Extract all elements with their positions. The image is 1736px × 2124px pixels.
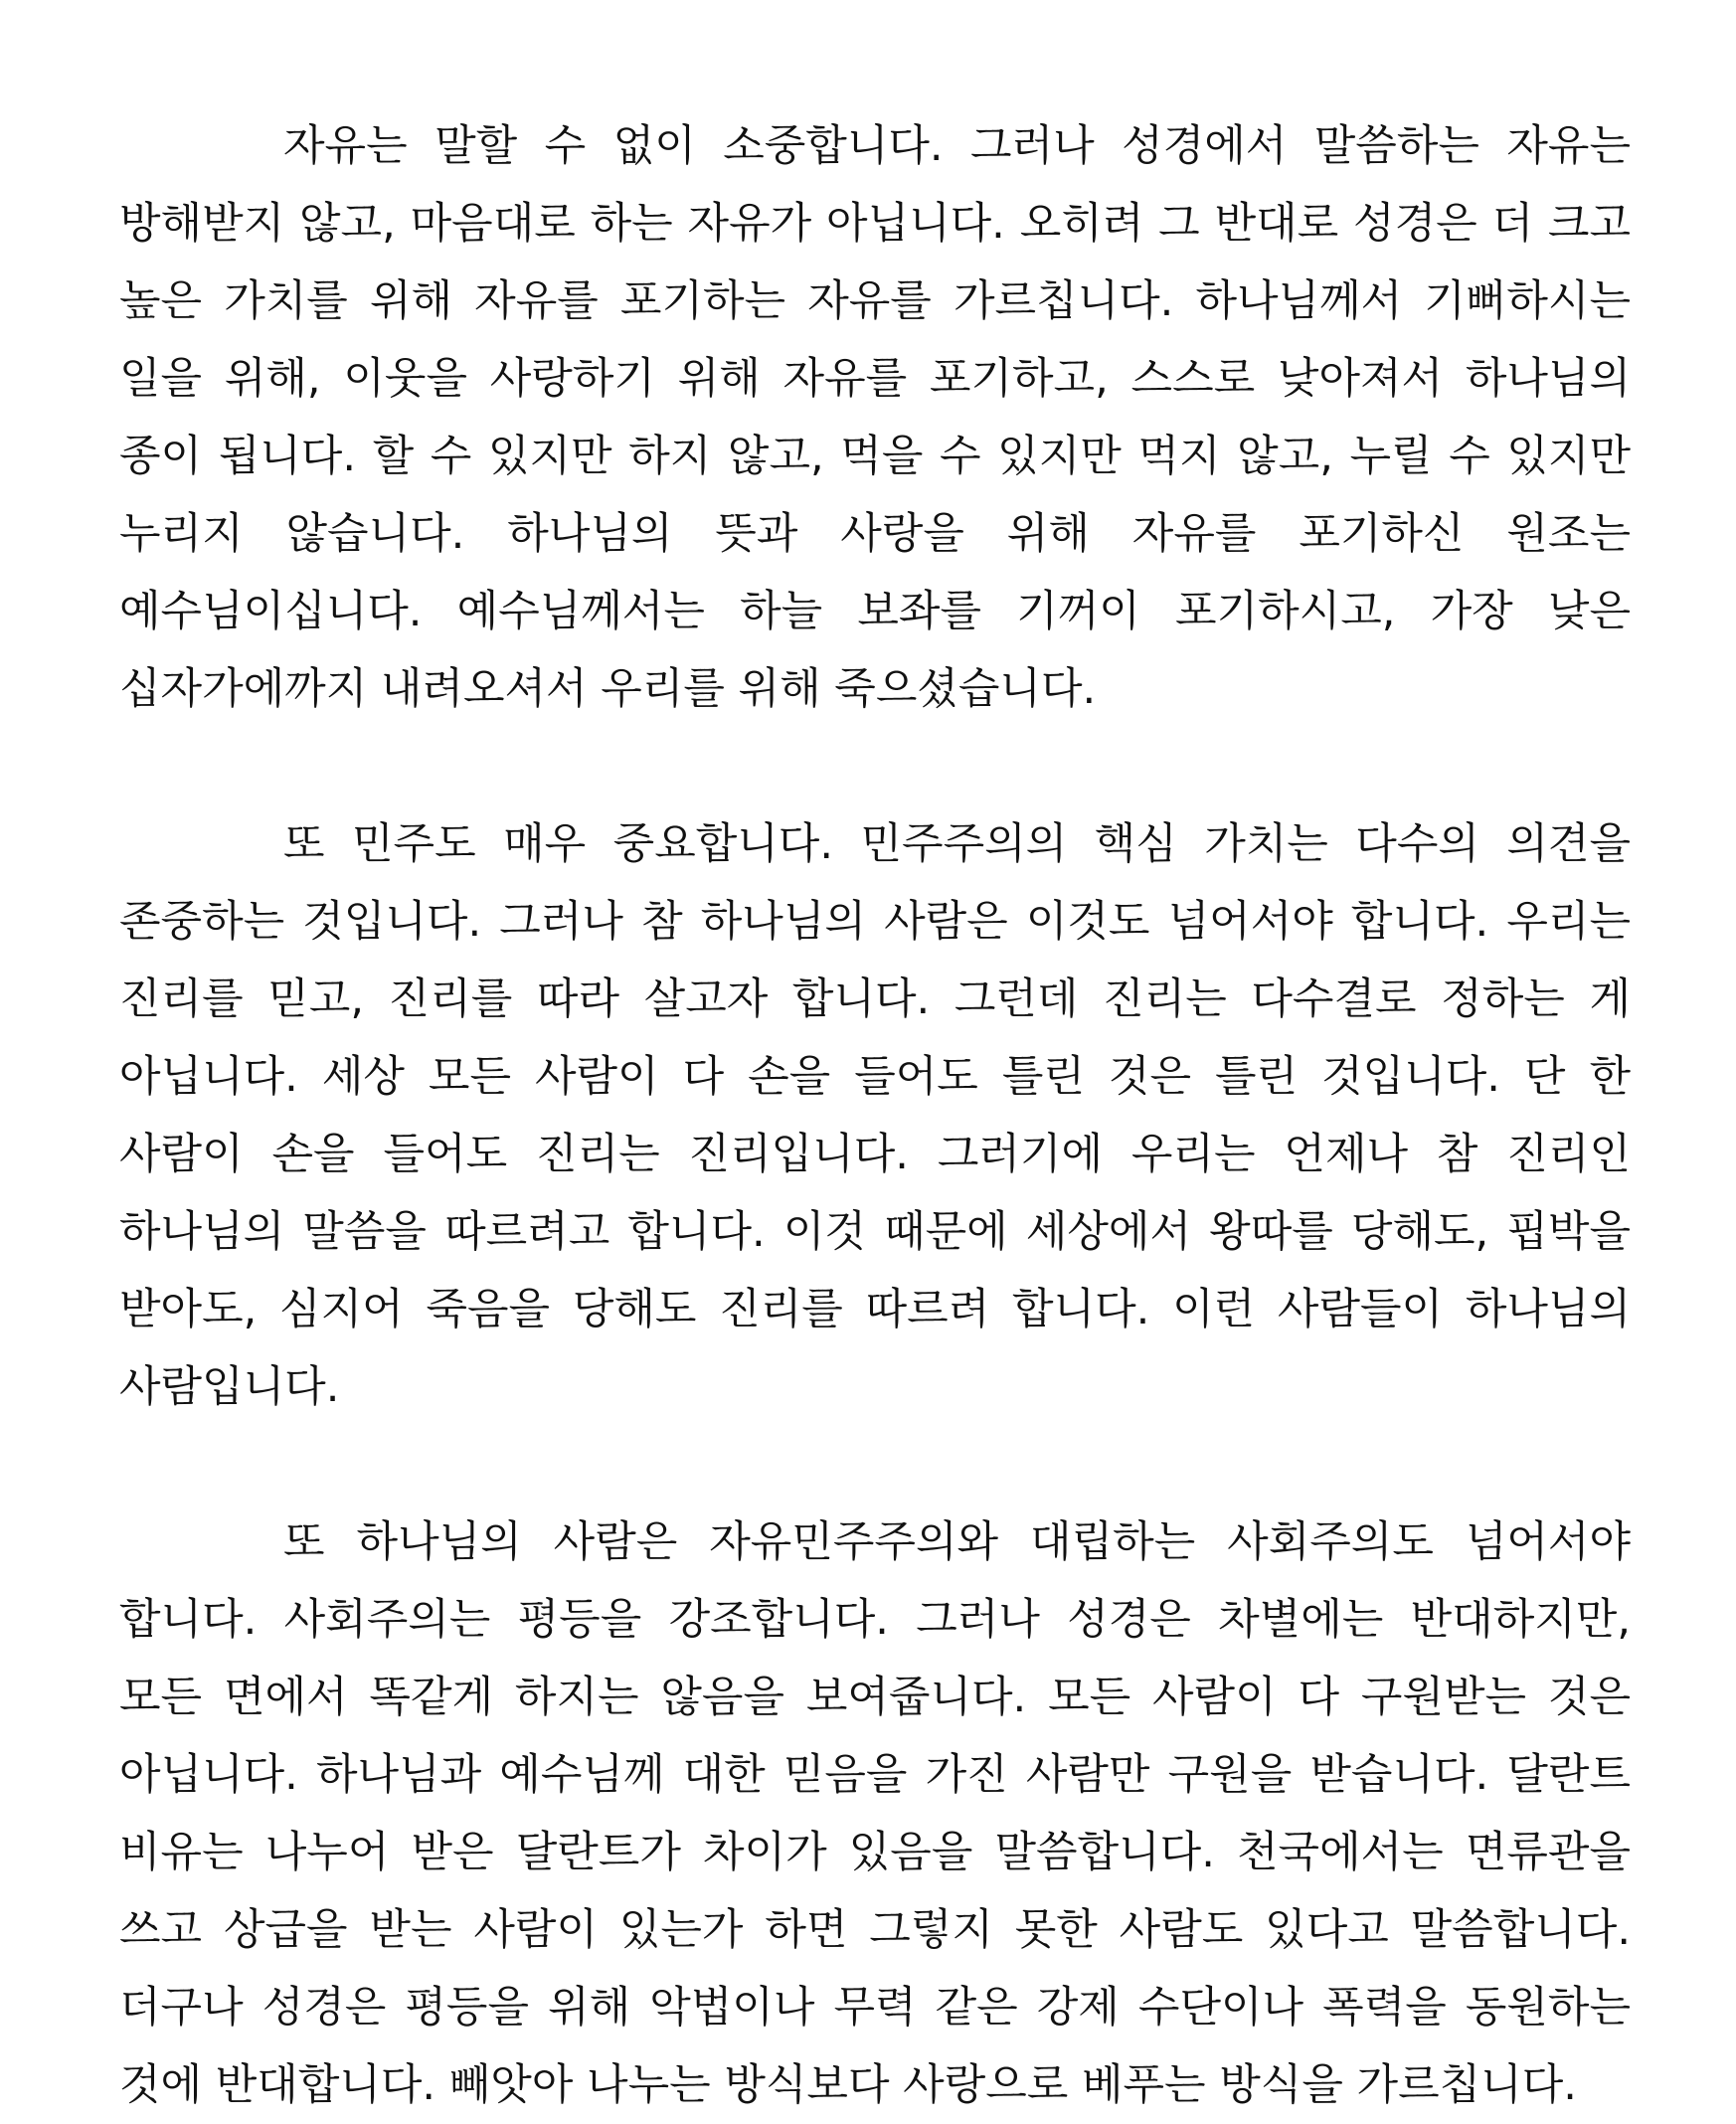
paragraph-socialism: 또 하나님의 사람은 자유민주주의와 대립하는 사회주의도 넘어서야 합니다. 사회주의는 평등을 강조합니다. 그러나 성경은 차별에는 반대하지만, 모든 면에서 똑같게 하지는 않음을 보여줍니다. 모든 사람이 다 구원받는 것은 아닙니다. 하나님과 예수님께 대한 믿음을 가진 사람만 구원을 받습니다. 달란트 비유는 나누어 받은 달란트가 차이가 있음을 말씀합니다. 천국에서는 면류관을 쓰고 상급을 받는 사람이 있는가 하면 그렇지 못한 사람도 있다고 말씀합니다. 더구나 성경은 평등을 위해 악법이나 무력 같은 강제 수단이나 폭력을 동원하는 것에 반대합니다. 빼앗아 나누는 방식보다 사랑으로 베푸는 방식을 가르칩니다. <box>119 1517 1631 2110</box>
paragraph-freedom: 자유는 말할 수 없이 소중합니다. 그러나 성경에서 말씀하는 자유는 방해받지 않고, 마음대로 하는 자유가 아닙니다. 오히려 그 반대로 성경은 더 크고 높은 가치를 위해 자유를 포기하는 자유를 가르칩니다. 하나님께서 기뻐하시는 일을 위해, 이웃을 사랑하기 위해 자유를 포기하고, 스스로 낮아져서 하나님의 종이 됩니다. 할 수 있지만 하지 않고, 먹을 수 있지만 먹지 않고, 누릴 수 있지만 누리지 않습니다. 하나님의 뜻과 사랑을 위해 자유를 포기하신 원조는 예수님이십니다. 예수님께서는 하늘 보좌를 기꺼이 포기하시고, 가장 낮은 십자가에까지 내려오셔서 우리를 위해 죽으셨습니다. <box>119 121 1631 714</box>
document-page <box>119 107 1631 2124</box>
paragraph-democracy: 또 민주도 매우 중요합니다. 민주주의의 핵심 가치는 다수의 의견을 존중하는 것입니다. 그러나 참 하나님의 사람은 이것도 넘어서야 합니다. 우리는 진리를 믿고, 진리를 따라 살고자 합니다. 그런데 진리는 다수결로 정하는 게 아닙니다. 세상 모든 사람이 다 손을 들어도 틀린 것은 틀린 것입니다. 단 한 사람이 손을 들어도 진리는 진리입니다. 그러기에 우리는 언제나 참 진리인 하나님의 말씀을 따르려고 합니다. 이것 때문에 세상에서 왕따를 당해도, 핍박을 받아도, 심지어 죽음을 당해도 진리를 따르려 합니다. 이런 사람들이 하나님의 사람입니다. <box>119 819 1631 1412</box>
